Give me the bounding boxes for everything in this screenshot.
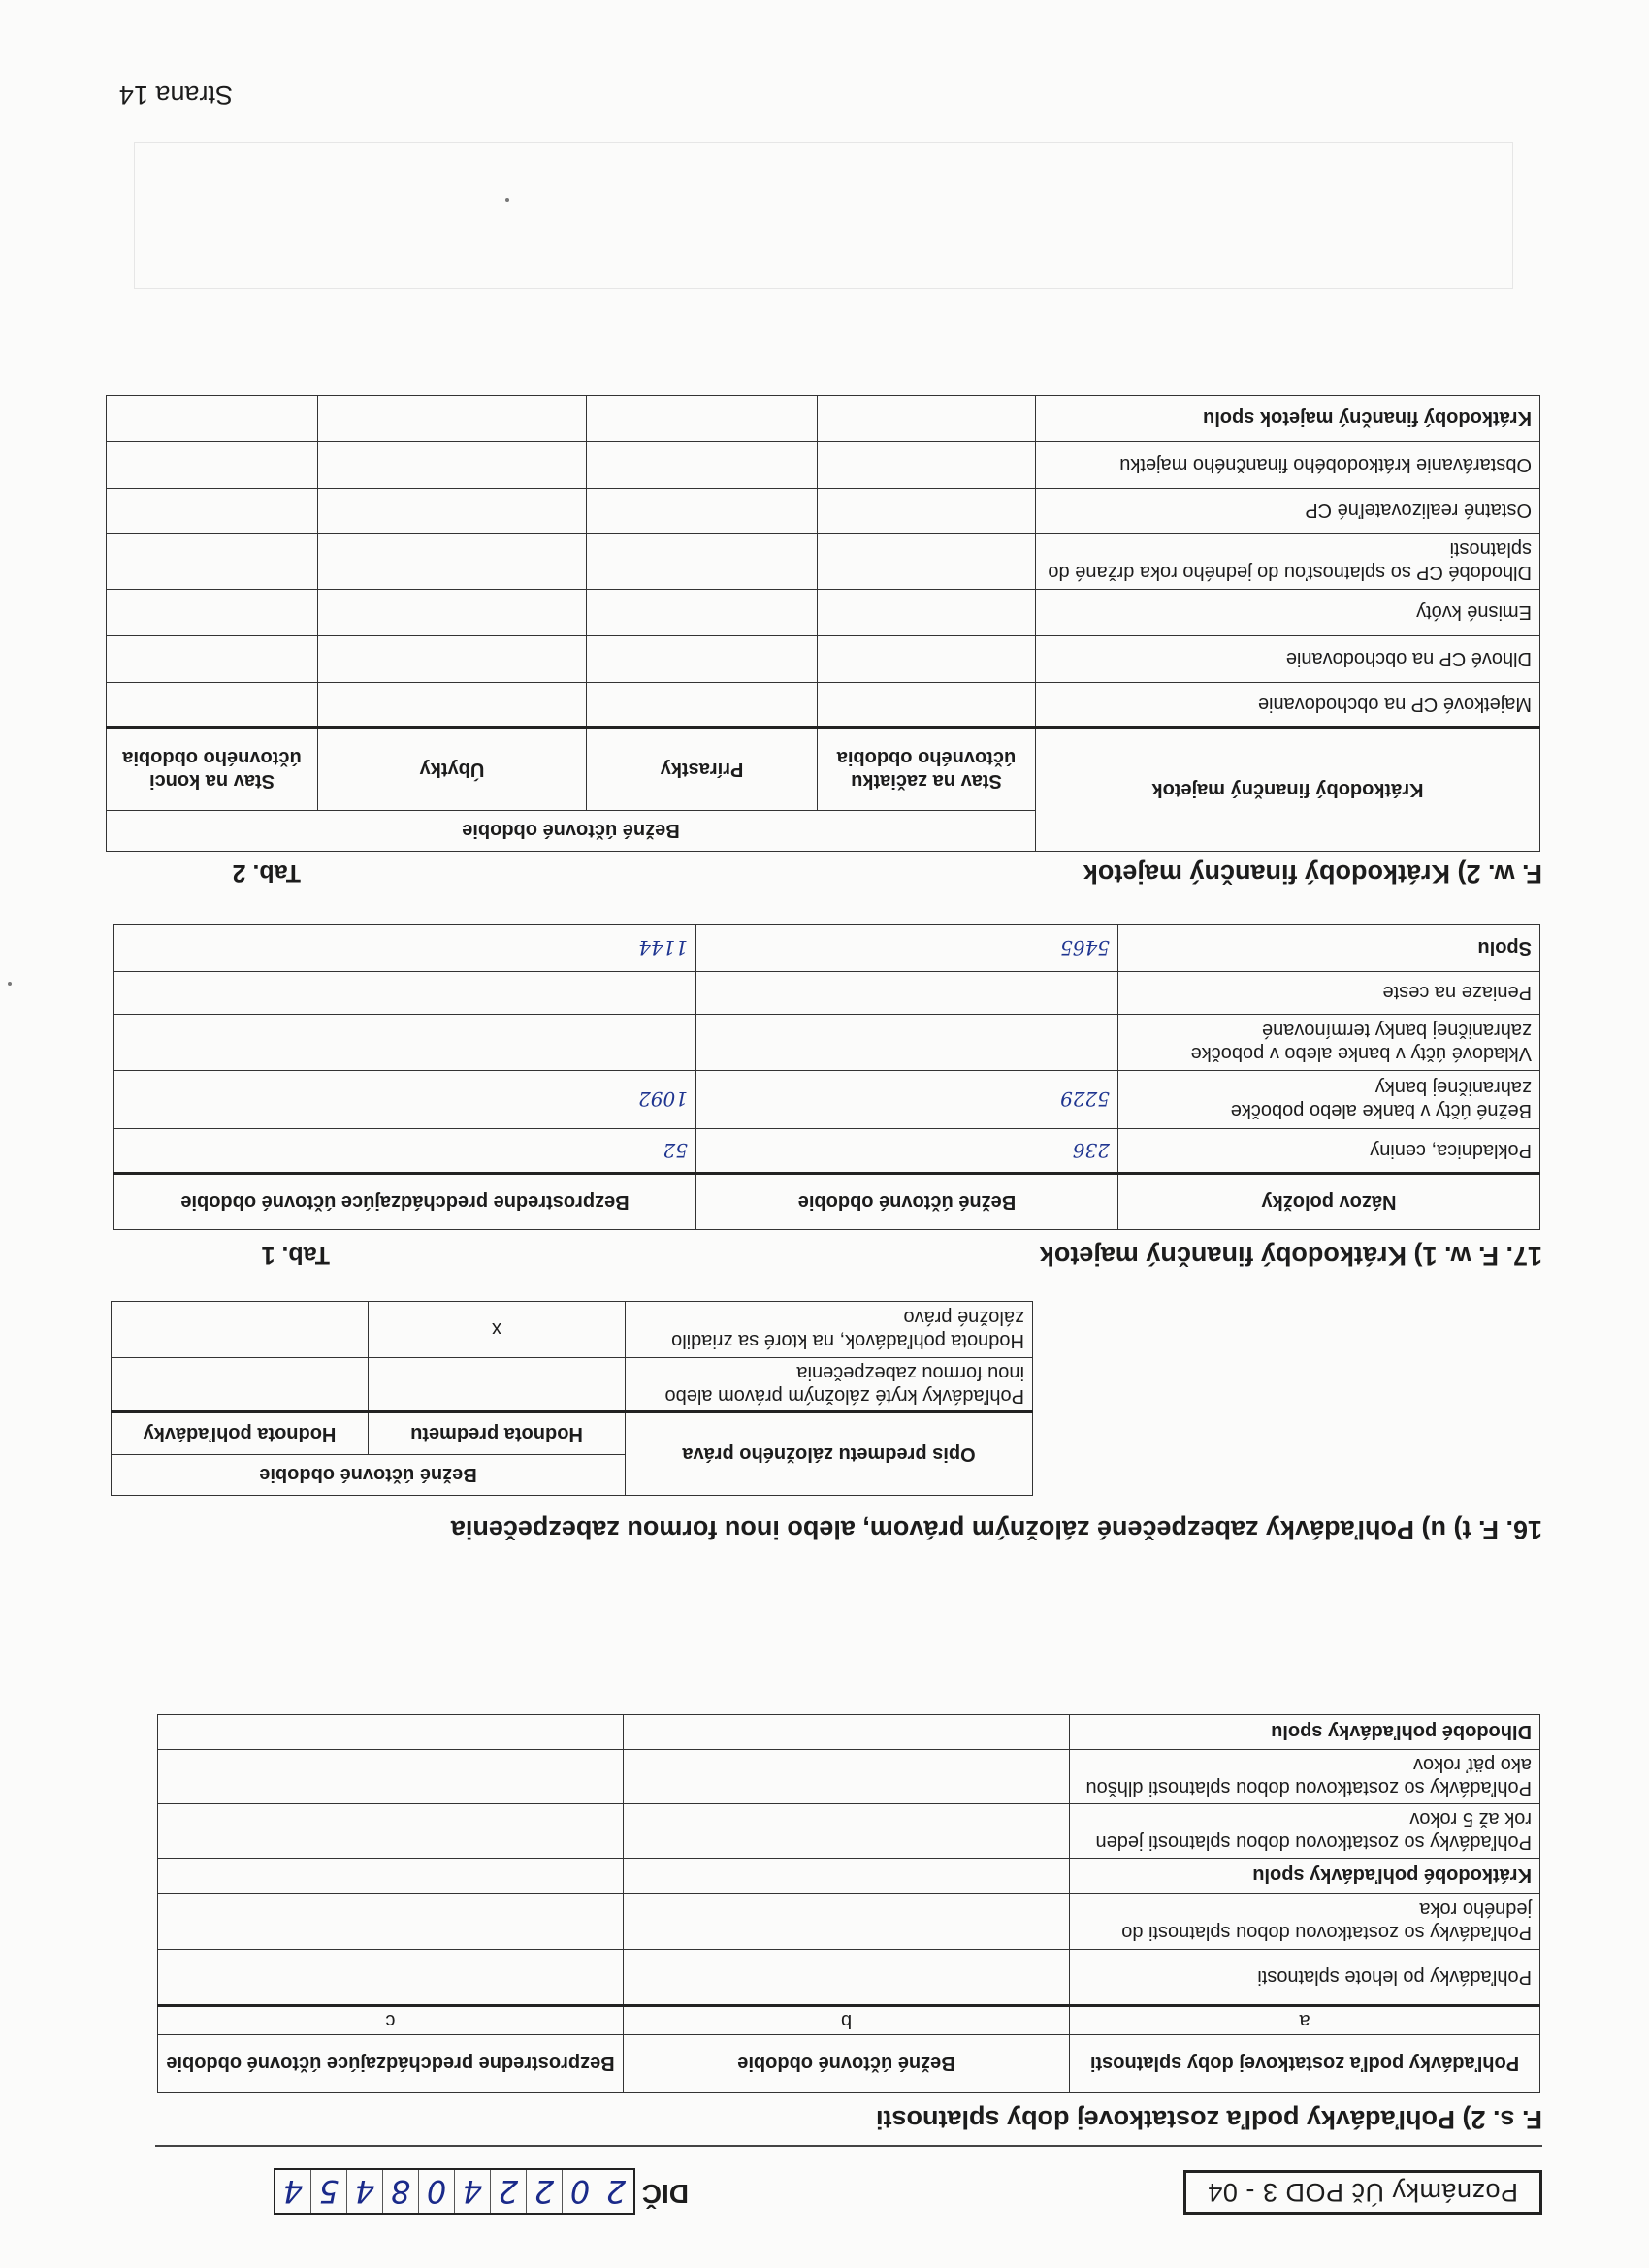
table-row-label: Peniaze na ceste (1118, 972, 1540, 1015)
table-cell (624, 1804, 1070, 1859)
table-row-label: Pohľadávky so zostatkovou dobou splatnosti dlhšou ako päť rokov (1070, 1750, 1540, 1804)
table-header: Krátkodobý finančný majetok (1036, 728, 1540, 852)
dic-digit: 4 (346, 2170, 382, 2213)
table-fw2 (106, 395, 1540, 852)
table-cell (112, 1302, 369, 1358)
dic-digit: 2 (598, 2170, 633, 2213)
section-fw2-tab-label: Tab. 2 (232, 859, 301, 887)
table-cell (318, 590, 587, 636)
table-header: Bezprostredne predchádzajúce účtovné obdobie (114, 1174, 696, 1230)
handwritten-value: 1144 (114, 925, 696, 972)
table-cell (106, 442, 317, 489)
table-row-label: Dlhodobé CP so splatnosťou do jedného roka držané do splatnosti (1036, 534, 1540, 590)
section-fs2-title: F. s. 2) Pohľadávky podľa zostatkovej doby splatnosti (876, 2105, 1542, 2134)
table-header: Bežné účtovné obdobie (624, 2035, 1070, 2093)
table-row-label: Majetkové CP na obchodovanie (1036, 683, 1540, 728)
table-cell (158, 1950, 624, 2006)
dic-digit: 4 (454, 2170, 490, 2213)
table-row-label: Bežné účty v banke alebo pobočke zahraničnej banky (1118, 1071, 1540, 1129)
column-letter: b (624, 2006, 1070, 2035)
page-number: Strana 14 (118, 81, 233, 110)
table-cell (318, 534, 587, 590)
handwritten-value: 5465 (696, 925, 1118, 972)
dic-digit: 2 (490, 2170, 526, 2213)
table-cell (818, 396, 1036, 442)
table-header: Bezprostredne predchádzajúce účtovné obdobie (158, 2035, 624, 2093)
table-cell (587, 442, 818, 489)
show-through-artifact (134, 142, 1513, 289)
table-cell (587, 489, 818, 534)
dic-label: DIČ (641, 2179, 689, 2209)
table-row-label: Spolu (1118, 925, 1540, 972)
table-header: Úbytky (318, 728, 587, 811)
table-cell (696, 972, 1118, 1015)
table-cell (158, 1750, 624, 1804)
page-header (155, 2156, 1542, 2215)
table-cell (158, 1859, 624, 1894)
table-row-label: Obstarávanie krátkodobého finančného majetku (1036, 442, 1540, 489)
dic-digit: 8 (382, 2170, 418, 2213)
handwritten-value: 1092 (114, 1071, 696, 1129)
table-header-group: Bežné účtovné obdobie (106, 811, 1035, 852)
table-cell: x (369, 1302, 626, 1358)
table-header: Stav na konci účtovného obdobia (106, 728, 317, 811)
dic-digit: 2 (526, 2170, 562, 2213)
table-cell (624, 1715, 1070, 1750)
dic-digit: 5 (310, 2170, 346, 2213)
table-header: Prírastky (587, 728, 818, 811)
header-divider (155, 2145, 1542, 2147)
table-cell (318, 683, 587, 728)
table-header: Názov položky (1118, 1174, 1540, 1230)
handwritten-value: 5229 (696, 1071, 1118, 1129)
column-letter: c (158, 2006, 624, 2035)
table-header: Pohľadávky podľa zostatkovej doby splatnosti (1070, 2035, 1540, 2093)
table-cell (158, 1804, 624, 1859)
table-cell (624, 1859, 1070, 1894)
form-code: Poznámky Úč POD 3 - 04 (1183, 2170, 1542, 2215)
table-cell (818, 489, 1036, 534)
table-cell (818, 534, 1036, 590)
table-header: Hodnota predmetu (369, 1412, 626, 1455)
table-cell (369, 1358, 626, 1412)
section-fw2-title: F. w. 2) Krátkodobý finančný majetok (1083, 859, 1542, 889)
table-cell (114, 972, 696, 1015)
column-letter: a (1070, 2006, 1540, 2035)
table-row-label: Pohľadávky kryté záložným právom alebo inou formou zabezpečenia (626, 1358, 1033, 1412)
table-cell (158, 1715, 624, 1750)
dic-digit: 0 (418, 2170, 454, 2213)
table-cell (587, 683, 818, 728)
table-cell (114, 1015, 696, 1071)
handwritten-value: 52 (114, 1129, 696, 1174)
table-row-label: Hodnota pohľadávok, na ktoré sa zriadilo záložné právo (626, 1302, 1033, 1358)
table-cell (318, 396, 587, 442)
handwritten-value: 236 (696, 1129, 1118, 1174)
table-cell (318, 442, 587, 489)
table-cell (818, 683, 1036, 728)
table-header: Bežné účtovné obdobie (696, 1174, 1118, 1230)
table-row-label: Pohľadávky so zostatkovou dobou splatnosti do jedného roka (1070, 1894, 1540, 1950)
table-header: Stav na začiatku účtovného obdobia (818, 728, 1036, 811)
table-row-label: Vkladové účty v banke alebo v pobočke zahraničnej banky termínované (1118, 1015, 1540, 1071)
table-cell (624, 1894, 1070, 1950)
table-cell (587, 534, 818, 590)
section-17-title: 17. F. w. 1) Krátkodobý finančný majetok (1039, 1242, 1542, 1271)
table-row-label: Krátkodobé pohľadávky spolu (1070, 1859, 1540, 1894)
table-cell (106, 489, 317, 534)
table-cell (587, 636, 818, 683)
dic-digit: 0 (562, 2170, 598, 2213)
table-row-label: Dlhodobé pohľadávky spolu (1070, 1715, 1540, 1750)
table-row-label: Pohľadávky so zostatkovou dobou splatnosti jeden rok až 5 rokov (1070, 1804, 1540, 1859)
table-cell (587, 590, 818, 636)
table-cell (158, 1894, 624, 1950)
table-16 (111, 1301, 1033, 1496)
table-cell (818, 590, 1036, 636)
table-fs2 (157, 1714, 1540, 2093)
table-cell (106, 636, 317, 683)
table-row-label: Emisné kvóty (1036, 590, 1540, 636)
table-header: Opis predmetu záložného práva (626, 1412, 1033, 1496)
table-cell (112, 1358, 369, 1412)
dic-digit-boxes (274, 2168, 635, 2215)
table-header: Hodnota pohľadávky (112, 1412, 369, 1455)
table-cell (624, 1750, 1070, 1804)
table-row-label: Pokladnica, ceniny (1118, 1129, 1540, 1174)
table-cell (106, 396, 317, 442)
table-cell (106, 683, 317, 728)
table-row-label: Pohľadávky po lehote splatnosti (1070, 1950, 1540, 2006)
table-17 (113, 924, 1540, 1230)
table-row-label: Dlhové CP na obchodovanie (1036, 636, 1540, 683)
table-cell (818, 636, 1036, 683)
table-cell (624, 1950, 1070, 2006)
table-header-group: Bežné účtovné obdobie (112, 1455, 626, 1496)
scan-speck (505, 198, 509, 202)
table-row-label: Ostatné realizovateľné CP (1036, 489, 1540, 534)
table-cell (696, 1015, 1118, 1071)
scan-speck (8, 982, 12, 986)
section-17-tab-label: Tab. 1 (261, 1242, 330, 1269)
section-16-title: 16. F. t) u) Pohľadávky zabezpečené záložným právom, alebo inou formou zabezpečenia (450, 1515, 1542, 1544)
table-cell (106, 534, 317, 590)
table-row-label: Krátkodobý finančný majetok spolu (1036, 396, 1540, 442)
table-cell (106, 590, 317, 636)
dic-digit: 4 (282, 2173, 304, 2210)
table-cell (318, 489, 587, 534)
table-cell (318, 636, 587, 683)
table-cell (587, 396, 818, 442)
table-cell (818, 442, 1036, 489)
